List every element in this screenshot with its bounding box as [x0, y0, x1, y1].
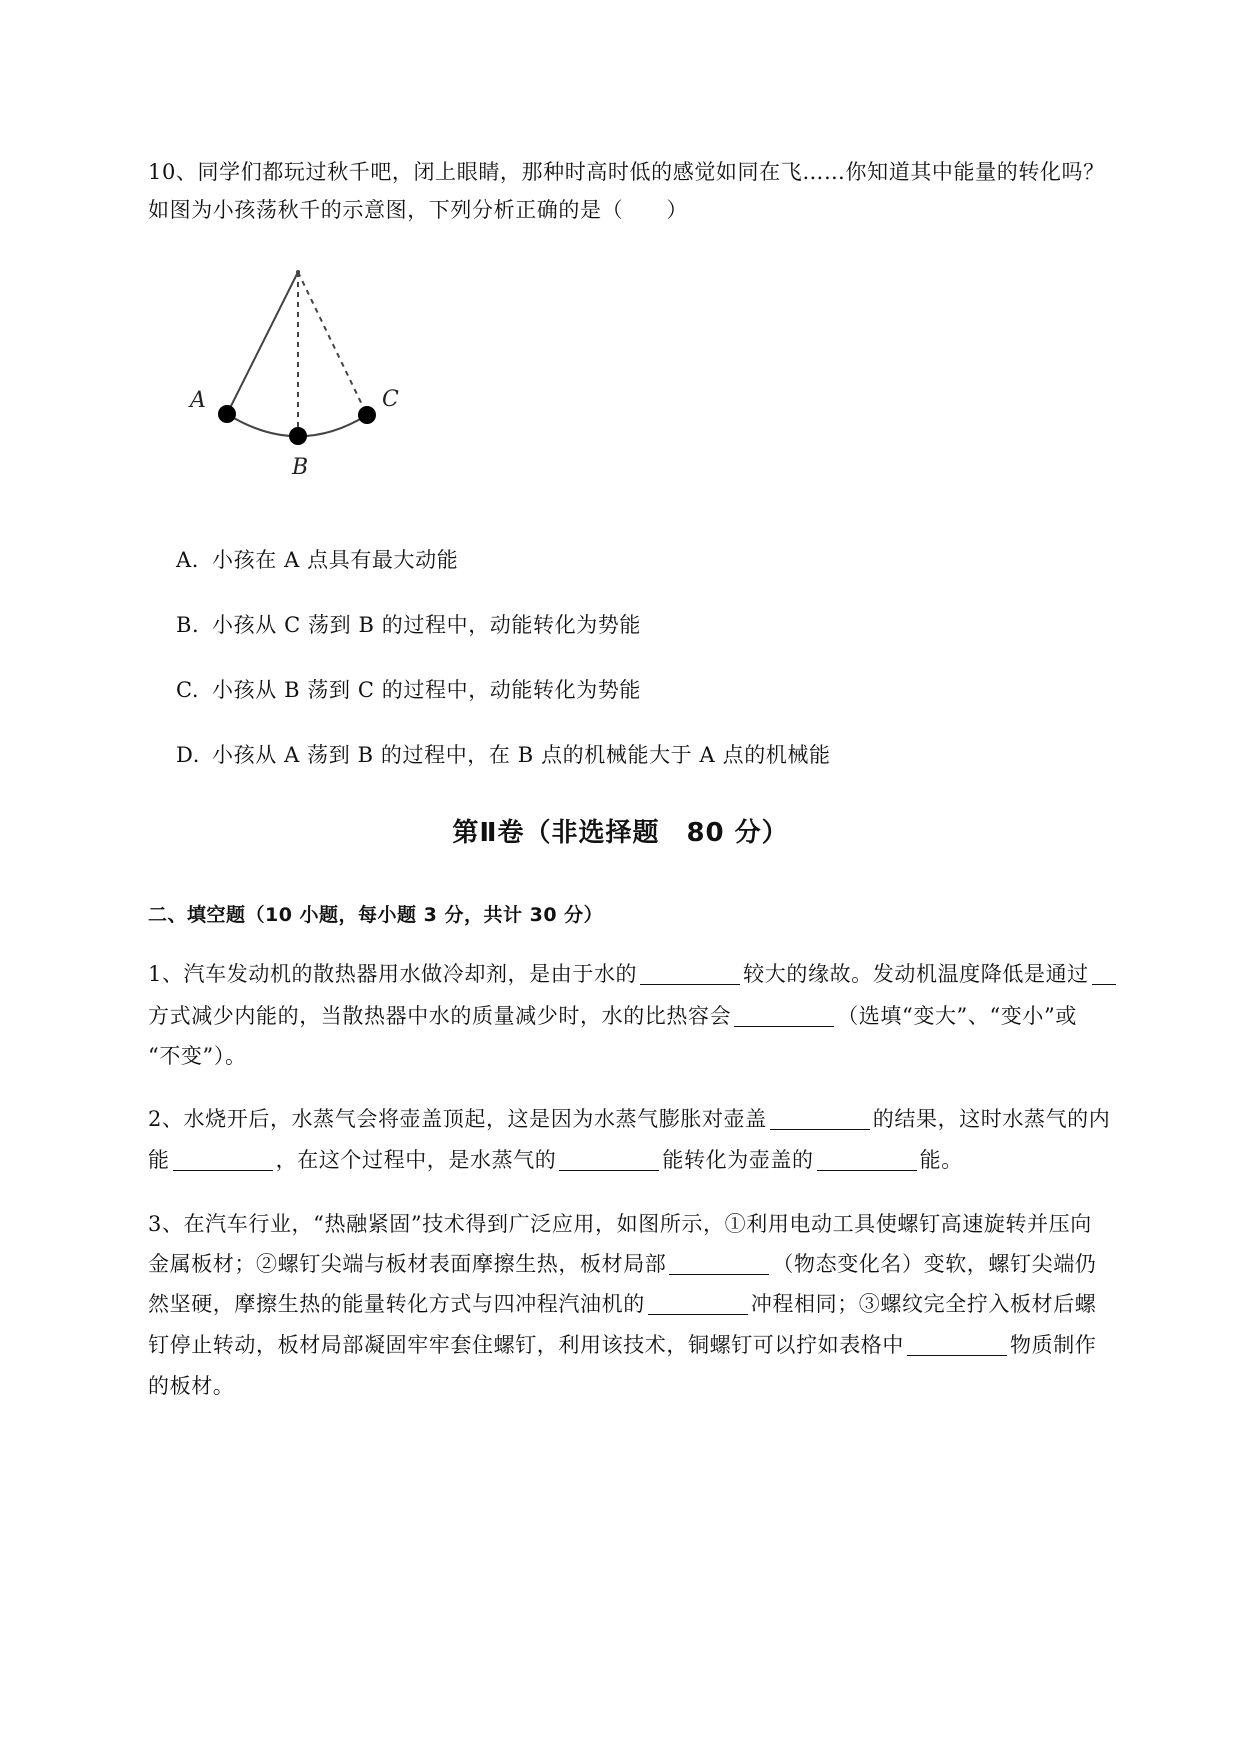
answer-blank[interactable] [1092, 962, 1116, 985]
fill-q2-text-4: ，在这个过程中，是水蒸气的 [275, 1148, 557, 1172]
fill-q3-line-5: 的板材。 [148, 1374, 235, 1398]
pivot-point [296, 270, 300, 274]
fill-q2-text-3: 能 [148, 1148, 170, 1172]
dashed-line-to-c [298, 272, 367, 415]
fill-q1-line-2 [148, 998, 1077, 1034]
position-a-dot [218, 405, 236, 423]
fill-q3-text-3: 然坚硬，摩擦生热的能量转化方式与四冲程汽油机的 [148, 1292, 645, 1316]
section-heading: 二、填空题（10 小题，每小题 3 分，共计 30 分） [148, 904, 604, 926]
option-d-letter: D. [176, 743, 200, 767]
answer-blank[interactable] [770, 1107, 870, 1130]
position-b-dot [289, 427, 307, 445]
option-a-letter: A. [176, 548, 200, 572]
fill-q2-text-5: 能转化为壶盖的 [662, 1148, 814, 1172]
fill-q1-text-2: 较大的缘故。发动机温度降低是通过 [743, 962, 1089, 986]
answer-blank[interactable] [648, 1292, 748, 1315]
option-b-letter: B. [176, 613, 200, 637]
fill-q1-line-1 [148, 956, 1116, 992]
option-b-text: 小孩从 C 荡到 B 的过程中，动能转化为势能 [212, 613, 641, 637]
fill-q2-line-2 [148, 1142, 963, 1178]
fill-q1-text-1: 1、汽车发动机的散热器用水做冷却剂，是由于水的 [148, 962, 638, 986]
option-c-text: 小孩从 B 荡到 C 的过程中，动能转化为势能 [212, 678, 641, 702]
swing-diagram [180, 262, 420, 492]
option-c [176, 672, 641, 708]
label-b: B [292, 455, 309, 480]
answer-blank[interactable] [734, 1004, 834, 1027]
fill-q2-text-6: 能。 [919, 1148, 963, 1172]
fill-q1-text-4: （选填“变大”、“变小”或 [837, 1004, 1077, 1028]
fill-q3-text-1: 金属板材；②螺钉尖端与板材表面摩擦生热，板材局部 [148, 1252, 667, 1276]
answer-blank[interactable] [817, 1148, 917, 1171]
answer-blank[interactable] [173, 1148, 273, 1171]
section-title: 第Ⅱ卷（非选择题 80 分） [452, 818, 789, 848]
fill-q3-line-4 [148, 1327, 1096, 1363]
fill-q3-text-2: （物态变化名）变软，螺钉尖端仍 [772, 1252, 1097, 1276]
swing-diagram-svg [180, 262, 420, 492]
fill-q1-line-3: “不变”）。 [148, 1044, 247, 1068]
question-10-line-2: 如图为小孩荡秋千的示意图，下列分析正确的是（ ） [148, 198, 688, 222]
fill-q3-text-5: 钉停止转动，板材局部凝固牢牢套住螺钉，利用该技术，铜螺钉可以拧如表格中 [148, 1333, 904, 1357]
label-a: A [190, 388, 206, 413]
answer-blank[interactable] [907, 1333, 1007, 1356]
option-d-text: 小孩从 A 荡到 B 的过程中，在 B 点的机械能大于 A 点的机械能 [212, 743, 831, 767]
fill-q3-line-1: 3、在汽车行业，“热融紧固”技术得到广泛应用，如图所示，①利用电动工具使螺钉高速旋转并压向 [148, 1212, 1092, 1236]
option-a [176, 542, 458, 578]
option-b [176, 607, 641, 643]
option-d [176, 737, 831, 773]
fill-q3-line-3 [148, 1286, 1096, 1322]
fill-q3-text-4: 冲程相同；③螺纹完全拧入板材后螺 [750, 1292, 1097, 1316]
question-10-line-1: 10、同学们都玩过秋千吧，闭上眼睛，那种时高时低的感觉如同在飞……你知道其中能量的转化吗？ [148, 160, 1105, 184]
fill-q3-text-6: 物质制作 [1010, 1333, 1097, 1357]
fill-q2-line-1 [148, 1101, 1110, 1137]
rope-line [227, 272, 298, 414]
position-c-dot [358, 406, 376, 424]
label-c: C [382, 387, 399, 412]
option-a-text: 小孩在 A 点具有最大动能 [212, 548, 459, 572]
answer-blank[interactable] [559, 1148, 659, 1171]
fill-q1-text-3: 方式减少内能的，当散热器中水的质量减少时，水的比热容会 [148, 1004, 732, 1028]
fill-q3-line-2 [148, 1246, 1096, 1282]
option-c-letter: C. [176, 678, 200, 702]
fill-q2-text-2: 的结果，这时水蒸气的内 [872, 1107, 1111, 1131]
fill-q2-text-1: 2、水烧开后，水蒸气会将壶盖顶起，这是因为水蒸气膨胀对壶盖 [148, 1107, 767, 1131]
answer-blank[interactable] [640, 962, 740, 985]
answer-blank[interactable] [669, 1252, 769, 1275]
